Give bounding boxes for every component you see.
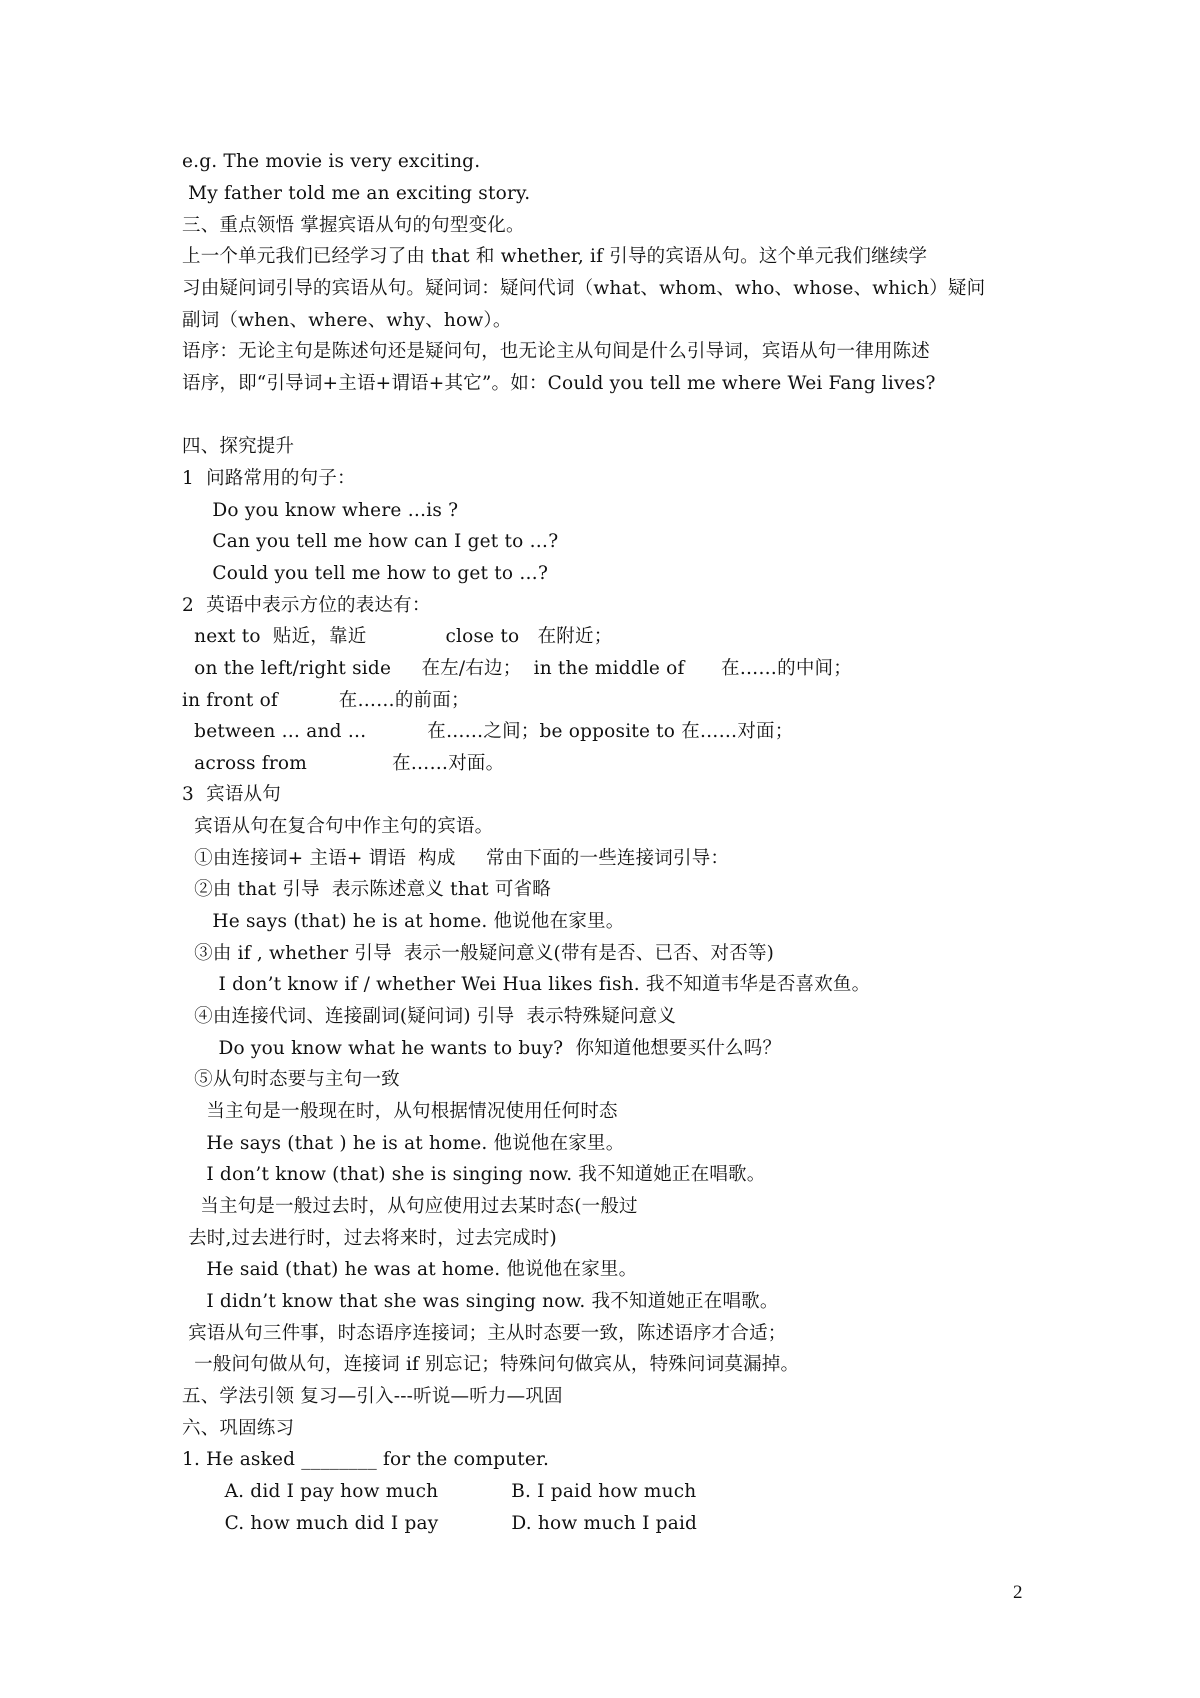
text-line: next to 贴近，靠近 close to 在附近；	[182, 626, 613, 647]
text-line: on the left/right side 在左/右边； in the middle of 在……的中间；	[182, 658, 852, 679]
text-line: ①由连接词+ 主语+ 谓语 构成 常由下面的一些连接词引导：	[182, 848, 730, 869]
text-line: I didn’t know that she was singing now. 我不知道她正在唱歌。	[182, 1291, 779, 1312]
text-line: 3 宾语从句	[182, 784, 281, 805]
text-line: Can you tell me how can I get to …?	[182, 531, 559, 552]
text-line: 2 英语中表示方位的表达有：	[182, 595, 431, 616]
text-line: across from 在……对面。	[182, 753, 505, 774]
text-line: 宾语从句三件事，时态语序连接词；主从时态要一致，陈述语序才合适；	[182, 1323, 787, 1344]
text-line: He said (that) he was at home. 他说他在家里。	[182, 1259, 638, 1280]
section-heading: 三、重点领悟 掌握宾语从句的句型变化。	[182, 215, 525, 236]
text-line: ⑤从句时态要与主句一致	[182, 1069, 400, 1090]
text-line: 当主句是一般过去时，从句应使用过去某时态(一般过	[182, 1196, 638, 1217]
section-heading: 四、探究提升	[182, 436, 295, 457]
text-line: ②由 that 引导 表示陈述意义 that 可省略	[182, 879, 551, 900]
text-line: between … and … 在……之间；be opposite to 在……对面；	[182, 721, 794, 742]
text-line: Do you know what he wants to buy? 你知道他想要买什么吗？	[182, 1038, 782, 1059]
text-line: 宾语从句在复合句中作主句的宾语。	[182, 816, 494, 837]
page-number: 2	[1013, 1582, 1023, 1603]
text-line: ④由连接代词、连接副词(疑问词) 引导 表示特殊疑问意义	[182, 1006, 677, 1027]
text-line: 1 问路常用的句子：	[182, 468, 356, 489]
section-heading: 五、学法引领 复习—引入---听说—听力—巩固	[182, 1386, 563, 1407]
text-line: 去时,过去进行时，过去将来时，过去完成时)	[182, 1228, 557, 1249]
text-line: 上一个单元我们已经学习了由 that 和 whether, if 引导的宾语从句。这个单元我们继续学	[182, 246, 928, 267]
text-line: My father told me an exciting story.	[182, 183, 531, 204]
text-line: Do you know where …is ?	[182, 500, 459, 521]
text-line: 一般问句做从句，连接词 if 别忘记；特殊问句做宾从，特殊问词莫漏掉。	[182, 1354, 800, 1375]
text-line: 副词（when、where、why、how）。	[182, 310, 512, 331]
section-heading: 六、巩固练习	[182, 1418, 295, 1439]
text-line: He says (that ) he is at home. 他说他在家里。	[182, 1133, 625, 1154]
text-line: 当主句是一般现在时，从句根据情况使用任何时态	[182, 1101, 618, 1122]
text-line: I don’t know (that) she is singing now. 我不知道她正在唱歌。	[182, 1164, 766, 1185]
text-line: 习由疑问词引导的宾语从句。疑问词：疑问代词（what、whom、who、whose、which）疑问	[182, 278, 986, 299]
text-line: ③由 if , whether 引导 表示一般疑问意义(带有是否、已否、对否等)	[182, 943, 775, 964]
exercise-options: C. how much did I pay D. how much I paid	[182, 1513, 698, 1534]
text-line: Could you tell me how to get to …?	[182, 563, 549, 584]
text-line: e.g. The movie is very exciting.	[182, 151, 481, 172]
text-line: 语序：无论主句是陈述句还是疑问句，也无论主从句间是什么引导词，宾语从句一律用陈述	[182, 341, 931, 362]
text-line: He says (that) he is at home. 他说他在家里。	[182, 911, 625, 932]
text-line: I don’t know if / whether Wei Hua likes fish. 我不知道韦华是否喜欢鱼。	[182, 974, 871, 995]
exercise-question: 1. He asked ________ for the computer.	[182, 1449, 550, 1470]
text-line: in front of 在……的前面；	[182, 690, 470, 711]
text-line: 语序，即“引导词+主语+谓语+其它”。如：Could you tell me where Wei Fang lives?	[182, 373, 936, 394]
exercise-options: A. did I pay how much B. I paid how much	[182, 1481, 697, 1502]
